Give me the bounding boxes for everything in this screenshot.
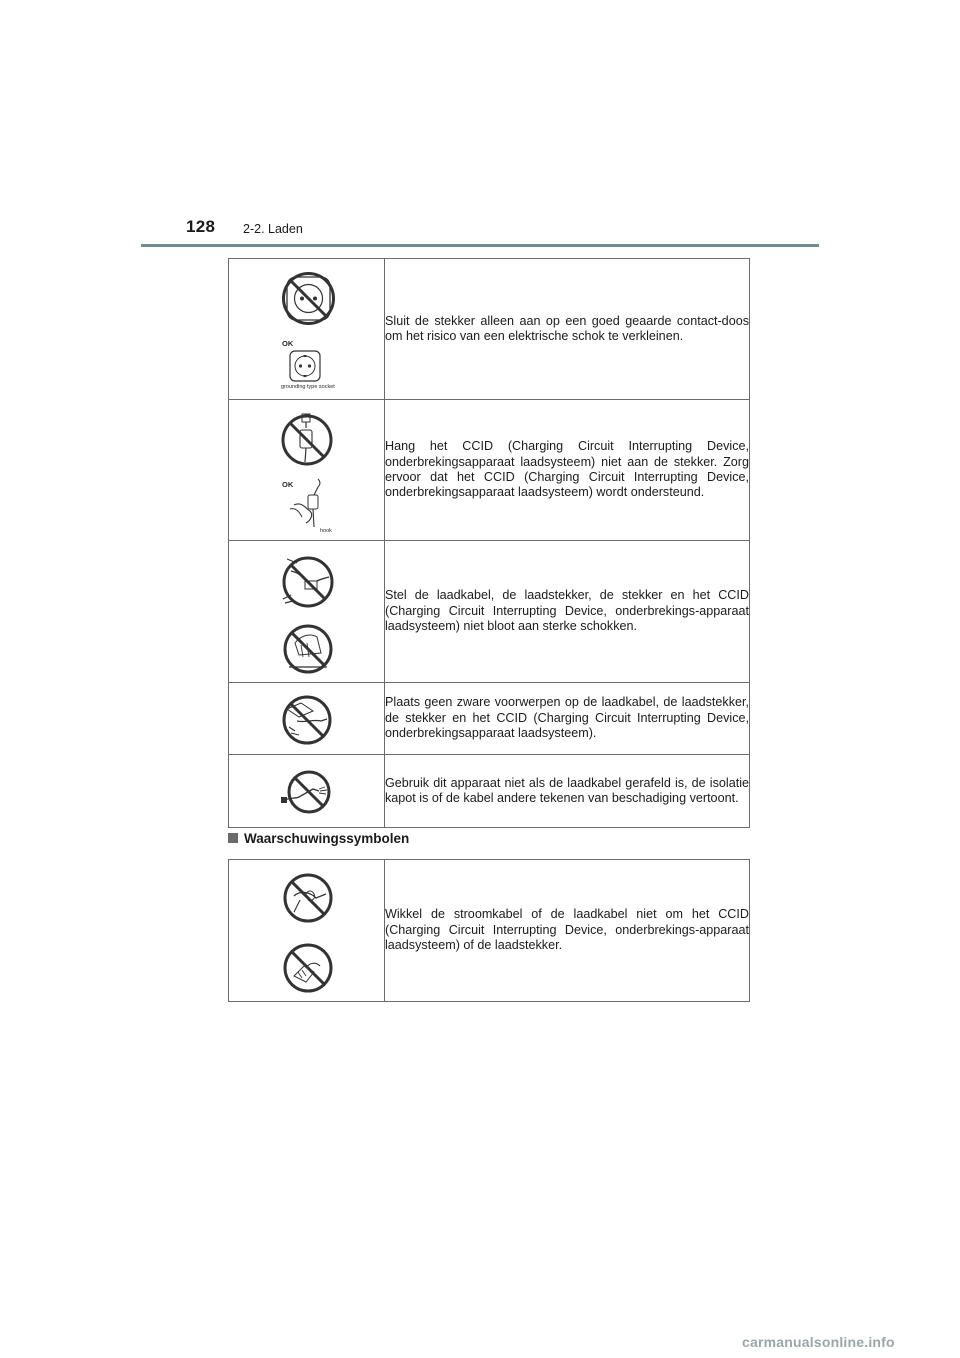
grounded-socket-icon	[284, 350, 328, 382]
no-wrapping-plug-icon	[280, 942, 336, 994]
no-dropping-cable-icon	[277, 551, 335, 613]
icon-cell	[229, 860, 385, 1002]
supported-ccid-hook-icon	[284, 475, 339, 533]
icon-cell	[229, 400, 385, 541]
subheading-text: Waarschuwingssymbolen	[244, 831, 410, 846]
table-row	[229, 541, 750, 683]
watermark: carmanualsonline.info	[742, 1334, 895, 1350]
row-text: Plaats geen zware voorwerpen op de laadkabel, de laadstekker, de stekker en het CCID (Charging Circuit Interrupting Device, onderbrekingsapparaat laadsysteem).	[385, 683, 750, 755]
row-text: Gebruik dit apparaat niet als de laadkabel gerafeld is, de isolatie kapot is of de kabel andere tekenen van beschadiging vertoont.	[385, 755, 750, 828]
row-text: Stel de laadkabel, de laadstekker, de stekker en het CCID (Charging Circuit Interrupting Device, onderbrekings-apparaat laadsysteem) niet bloot aan sterke schokken.	[385, 541, 750, 683]
no-heavy-objects-icon	[279, 693, 335, 747]
section-title: 2-2. Laden	[243, 222, 303, 236]
safety-table	[228, 258, 750, 828]
page-number: 128	[186, 217, 216, 236]
no-damaged-cable-icon	[279, 767, 337, 817]
ok-label: OK	[282, 480, 294, 489]
icon-cell	[229, 755, 385, 828]
bullet-icon	[228, 833, 238, 843]
row-text: Hang het CCID (Charging Circuit Interrupting Device, onderbrekingsapparaat laadsysteem) niet aan de stekker. Zorg ervoor dat het CCID (Charging Circuit Interrupting Device, onderbrekingsapparaat laadsysteem) wordt ondersteund.	[385, 400, 750, 541]
no-hanging-ccid-icon	[280, 410, 334, 468]
ok-label: OK	[282, 339, 294, 348]
no-ungrounded-socket-icon	[281, 271, 336, 326]
warning-table	[228, 859, 750, 1002]
table-row	[229, 400, 750, 541]
no-wrapping-cable-icon	[280, 870, 336, 926]
row-text: Wikkel de stroomkabel of de laadkabel niet om het CCID (Charging Circuit Interrupting Device, onderbrekings-apparaat laadsysteem) of de laadstekker.	[385, 860, 750, 1002]
table-row	[229, 259, 750, 400]
icon-cell	[229, 259, 385, 400]
icon-cell	[229, 683, 385, 755]
hook-caption: hook	[320, 528, 332, 534]
section-subheading	[228, 831, 409, 846]
row-text: Sluit de stekker alleen aan op een goed geaarde contact-doos om het risico van een elektrische schok te verkleinen.	[385, 259, 750, 400]
no-impact-icon	[281, 623, 335, 675]
table-row	[229, 683, 750, 755]
socket-caption: grounding type socket	[281, 384, 335, 390]
icon-cell	[229, 541, 385, 683]
header-rule	[141, 244, 819, 247]
table-row	[229, 860, 750, 1002]
table-row	[229, 755, 750, 828]
